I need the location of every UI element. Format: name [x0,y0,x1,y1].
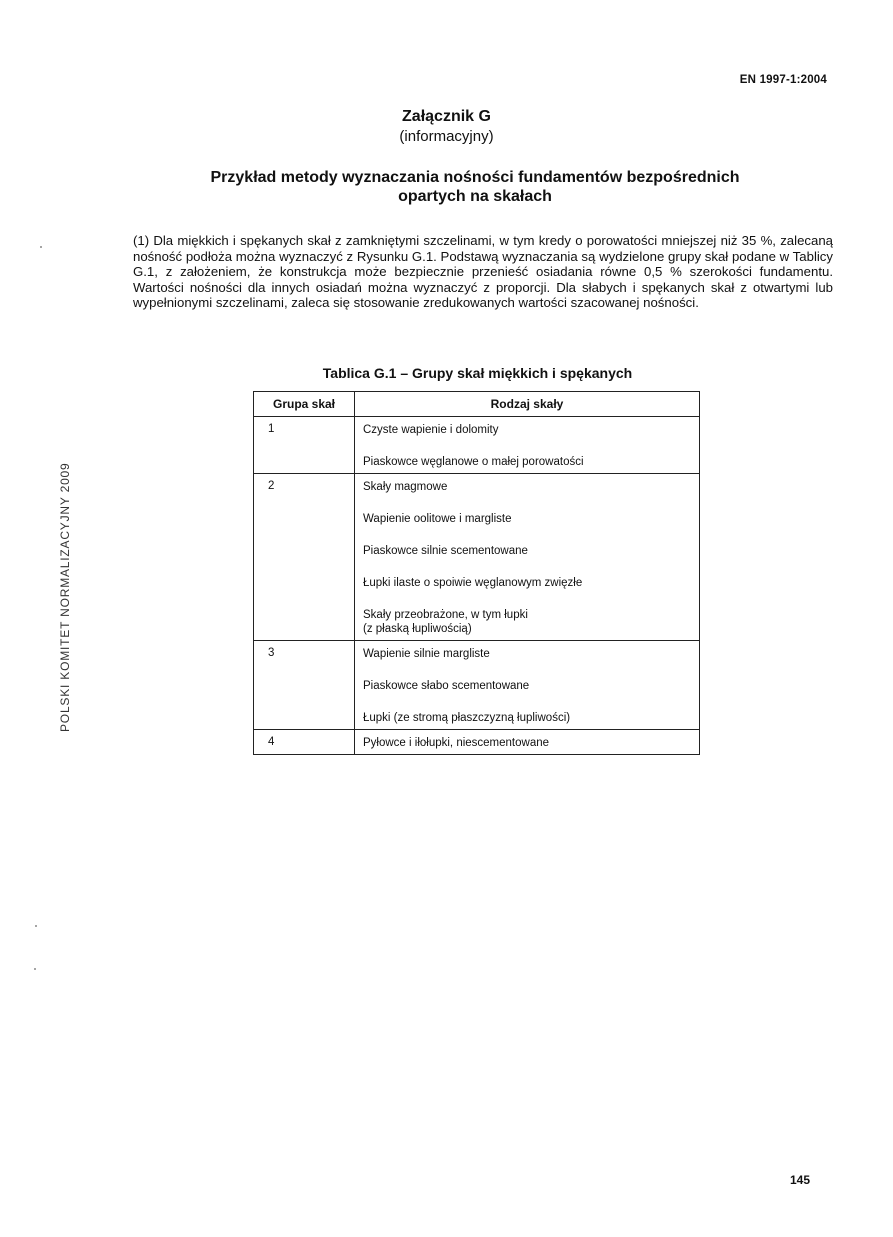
column-header-type: Rodzaj skały [355,392,700,417]
rock-type: Skały przeobrażone, w tym łupki (z płaską łupliwością) [363,609,528,635]
rock-types-cell [355,417,700,474]
scan-speck [40,246,42,248]
group-number: 4 [254,730,355,755]
rock-type: Skały magmowe [363,481,448,493]
table-row [254,730,700,755]
rock-type: Piaskowce węglanowe o małej porowatości [363,456,584,468]
rock-type: Łupki ilaste o spoiwie węglanowym zwięzłe [363,577,583,589]
rock-type: Wapienie oolitowe i margliste [363,513,512,525]
rock-types-cell [355,641,700,730]
rock-types-cell [355,474,700,641]
annex-subtitle: (informacyjny) [399,128,494,145]
side-watermark: POLSKI KOMITET NORMALIZACYJNY 2009 [58,462,72,732]
rock-groups-table [253,391,700,755]
table-row [254,641,700,730]
annex-title: Załącznik G [402,108,491,125]
column-header-group: Grupa skał [254,392,355,417]
group-number: 3 [254,641,355,730]
table-header-row [254,392,700,417]
body-paragraph: (1) Dla miękkich i spękanych skał z zamkniętymi szczelinami, w tym kredy o porowatości mniejszej niż 35 %, zalecaną nośność podłoża można wyznaczyć z Rysunku G.1. Podstawą wyznaczania są wydzielone grupy skał podane w Tablicy G.1, z założeniem, że konstrukcja może bezpiecznie przenieść osiadania równe 0,5 % szerokości fundamentu. Wartości nośności dla innych osiadań można wyznaczyć z proporcji. Dla słabych i spękanych skał z otwartymi lub wypełnionymi szczelinami, zaleca się stosowanie zredukowanych wartości szacowanej nośności. [133,233,833,311]
scan-speck [34,968,36,970]
rock-type: Łupki (ze stromą płaszczyzną łupliwości) [363,712,571,724]
page-number: 145 [789,1173,810,1187]
rock-type: Piaskowce silnie scementowane [363,545,528,557]
rock-type: Piaskowce słabo scementowane [363,680,530,692]
table-caption: Tablica G.1 – Grupy skał miękkich i spękanych [322,365,633,381]
rock-type: Wapienie silnie margliste [363,648,490,660]
group-number: 2 [254,474,355,641]
page-heading: Przykład metody wyznaczania nośności fundamentów bezpośrednich opartych na skałach [210,169,740,205]
standard-reference: EN 1997-1:2004 [739,74,827,86]
table-row [254,417,700,474]
rock-type: Pyłowce i iłołupki, niescementowane [363,737,550,749]
scan-speck [35,925,37,927]
group-number: 1 [254,417,355,474]
rock-type: Czyste wapienie i dolomity [363,424,499,436]
rock-types-cell [355,730,700,755]
table-row [254,474,700,641]
